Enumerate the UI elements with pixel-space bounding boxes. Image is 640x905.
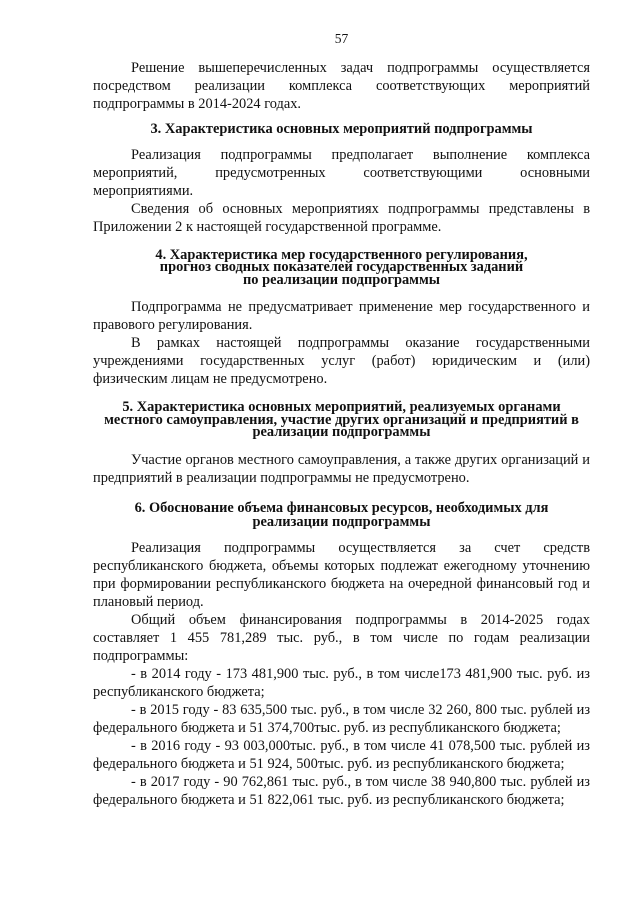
section-heading-line: реализации подпрограммы xyxy=(252,424,431,440)
body-paragraph: Подпрограмма не предусматривает применение мер государственного и правового регулирования. xyxy=(93,299,590,333)
section-heading-line: 3. Характеристика основных мероприятий подпрограммы xyxy=(150,121,533,137)
section-4-heading xyxy=(93,246,590,288)
funding-list-item: - в 2015 году - 83 635,500 тыс. руб., в том числе 32 260, 800 тыс. рублей из федерального бюджета и 51 374,700тыс. руб. из республиканского бюджета; xyxy=(93,701,590,736)
body-paragraph: Участие органов местного самоуправления, а также других организаций и предприятий в реализации подпрограммы не предусмотрено. xyxy=(93,451,590,486)
body-paragraph: Реализация подпрограммы предполагает выполнение комплекса мероприятий, предусмотренных соответствующими основными мероприятиями. xyxy=(93,146,590,199)
section-heading-line: прогноз сводных показателей государственных заданий xyxy=(159,259,524,275)
body-paragraph: Сведения об основных мероприятиях подпрограммы представлены в Приложении 2 к настоящей государственной программе. xyxy=(93,200,590,235)
section-5-body xyxy=(93,451,590,487)
intro-paragraph: Решение вышеперечисленных задач подпрограммы осуществляется посредством реализации комплекса соответствующих мероприятий подпрограммы в 2014-2024 годах. xyxy=(93,60,590,112)
section-4-body xyxy=(93,298,590,388)
intro-block xyxy=(93,59,590,113)
section-heading-line: по реализации подпрограммы xyxy=(242,271,441,288)
section-heading-line: реализации подпрограммы xyxy=(252,514,431,530)
funding-list-item: - в 2017 году - 90 762,861 тыс. руб., в том числе 38 940,800 тыс. рублей из федерального бюджета и 51 822,061 тыс. руб. из республиканского бюджета; xyxy=(93,773,590,808)
funding-list-item: - в 2016 году - 93 003,000тыс. руб., в том числе 41 078,500 тыс. рублей из федерального бюджета и 51 924, 500тыс. руб. из республиканского бюджета; xyxy=(93,737,590,772)
section-heading-line: местного самоуправления, участие других организаций и предприятий в xyxy=(104,411,579,428)
body-paragraph: Реализация подпрограммы осуществляется за счет средств республиканского бюджета, объемы которых подлежат ежегодному уточнению при формировании республиканского бюджета на очередной финансовый год и плановый период. xyxy=(93,539,590,610)
body-paragraph: Общий объем финансирования подпрограммы в 2014-2025 годах составляет 1 455 781,289 тыс. руб., в том числе по годам реализации подпрограммы: xyxy=(93,611,590,664)
section-5-heading xyxy=(93,401,590,439)
funding-list-item: - в 2014 году - 173 481,900 тыс. руб., в том числе173 481,900 тыс. руб. из республиканского бюджета; xyxy=(93,665,590,700)
section-heading-line: 4. Характеристика мер государственного регулирования, xyxy=(155,246,528,263)
section-6-body xyxy=(93,539,590,809)
page-number: 57 xyxy=(334,31,349,46)
section-3-body xyxy=(93,146,590,236)
section-heading-line: 6. Обоснование объема финансовых ресурсов, необходимых для xyxy=(134,499,549,516)
section-heading-line: 5. Характеристика основных мероприятий, реализуемых органами xyxy=(122,399,561,415)
body-paragraph: В рамках настоящей подпрограммы оказание государственными учреждениями государственных услуг (работ) юридическим и (или) физическим лицам не предусмотрено. xyxy=(93,335,590,387)
section-3-heading xyxy=(93,122,590,137)
section-6-heading xyxy=(93,501,590,530)
